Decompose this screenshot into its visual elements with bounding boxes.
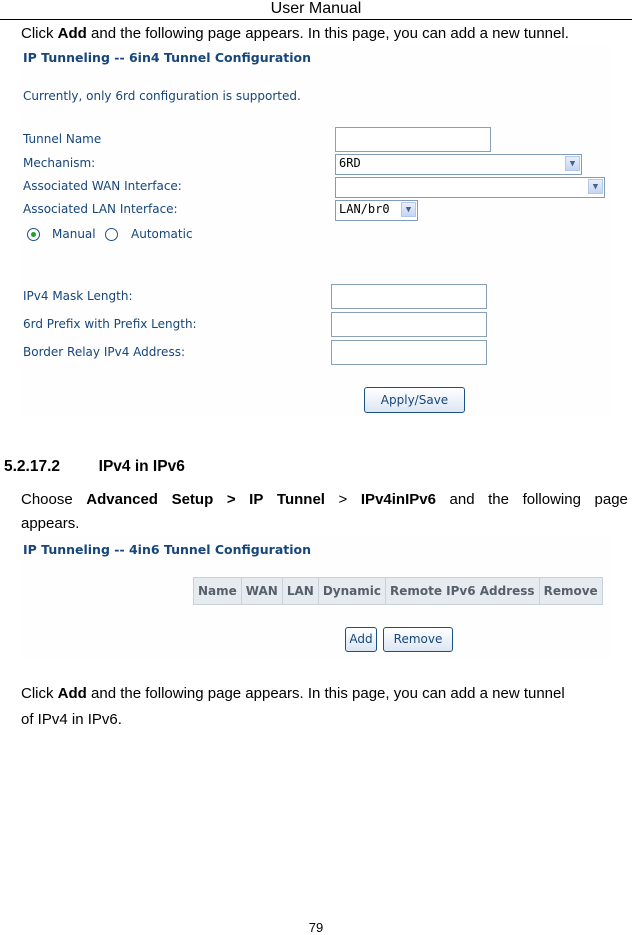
wan-interface-select[interactable] (335, 177, 605, 198)
label-mask: IPv4 Mask Length: (23, 289, 133, 303)
intro-suffix: and the following page appears. In this page, you can add a new tunnel. (86, 25, 569, 42)
remove-button[interactable]: Remove (383, 627, 453, 652)
config-note: Currently, only 6rd configuration is supported. (23, 89, 301, 103)
section-number: 5.2.17.2 (4, 458, 61, 475)
label-lan: Associated LAN Interface: (23, 202, 178, 216)
header-rule (0, 19, 632, 20)
label-tunnel-name: Tunnel Name (23, 132, 102, 146)
lan-interface-select[interactable] (335, 200, 418, 221)
section-title: IPv4 in IPv6 (98, 458, 185, 475)
intro-paragraph (21, 24, 632, 44)
screenshot-6in4-config (19, 44, 611, 416)
choose-word: Choose (21, 491, 73, 508)
relay-address-input[interactable] (331, 340, 487, 365)
label-wan: Associated WAN Interface: (23, 179, 182, 193)
menu-setup: Setup (171, 491, 214, 508)
radio-automatic[interactable] (105, 228, 118, 241)
col-remote-ipv6: Remote IPv6 Address (385, 578, 539, 605)
table-header-row (194, 578, 603, 605)
closing-suffix: and the following page appears. In this page, you can add a new tunnel (86, 685, 565, 702)
choose-word: page (594, 491, 628, 508)
label-mechanism: Mechanism: (23, 156, 96, 170)
intro-bold: Add (57, 25, 87, 42)
page-header: User Manual (270, 0, 362, 17)
section-heading (4, 458, 185, 476)
closing-line-2: of IPv4 in IPv6. (21, 711, 122, 728)
col-lan: LAN (282, 578, 318, 605)
chevron-down-icon[interactable]: ▼ (565, 156, 580, 171)
chevron-down-icon[interactable]: ▼ (401, 202, 416, 217)
lan-value: LAN/br0 (339, 202, 390, 216)
label-prefix: 6rd Prefix with Prefix Length: (23, 317, 197, 331)
col-name: Name (194, 578, 242, 605)
tunnel-table (193, 577, 603, 605)
menu-separator: > (338, 491, 348, 508)
mechanism-value: 6RD (339, 156, 361, 170)
radio-manual[interactable] (27, 228, 40, 241)
menu-separator: > (226, 491, 236, 508)
menu-advanced: Advanced (86, 491, 158, 508)
choose-word: following (522, 491, 581, 508)
label-relay: Border Relay IPv4 Address: (23, 345, 185, 359)
col-dynamic: Dynamic (318, 578, 385, 605)
config-title: IP Tunneling -- 4in6 Tunnel Configuration (23, 542, 312, 557)
closing-paragraph (21, 684, 632, 704)
radio-automatic-label: Automatic (131, 227, 193, 241)
menu-ipv4inipv6: IPv4inIPv6 (360, 491, 436, 508)
screenshot-4in6-config (19, 536, 611, 658)
tunnel-name-input[interactable] (335, 127, 491, 152)
menu-tunnel: Tunnel (276, 491, 325, 508)
choose-word: and (449, 491, 475, 508)
col-remove: Remove (539, 578, 602, 605)
mechanism-select[interactable] (335, 154, 582, 175)
radio-manual-label: Manual (52, 227, 96, 241)
closing-prefix: Click (21, 685, 58, 702)
choose-line-2: appears. (21, 515, 80, 532)
choose-word: the (488, 491, 509, 508)
mask-length-input[interactable] (331, 284, 487, 309)
config-title: IP Tunneling -- 6in4 Tunnel Configuration (23, 50, 312, 65)
closing-bold: Add (57, 685, 87, 702)
page-number: 79 (308, 920, 324, 935)
chevron-down-icon[interactable]: ▼ (588, 179, 603, 194)
menu-ip: IP (249, 491, 264, 508)
prefix-input[interactable] (331, 312, 487, 337)
col-wan: WAN (241, 578, 282, 605)
choose-line (21, 490, 628, 510)
intro-prefix: Click (21, 25, 58, 42)
apply-save-button[interactable]: Apply/Save (364, 387, 465, 413)
add-button[interactable]: Add (345, 627, 377, 652)
